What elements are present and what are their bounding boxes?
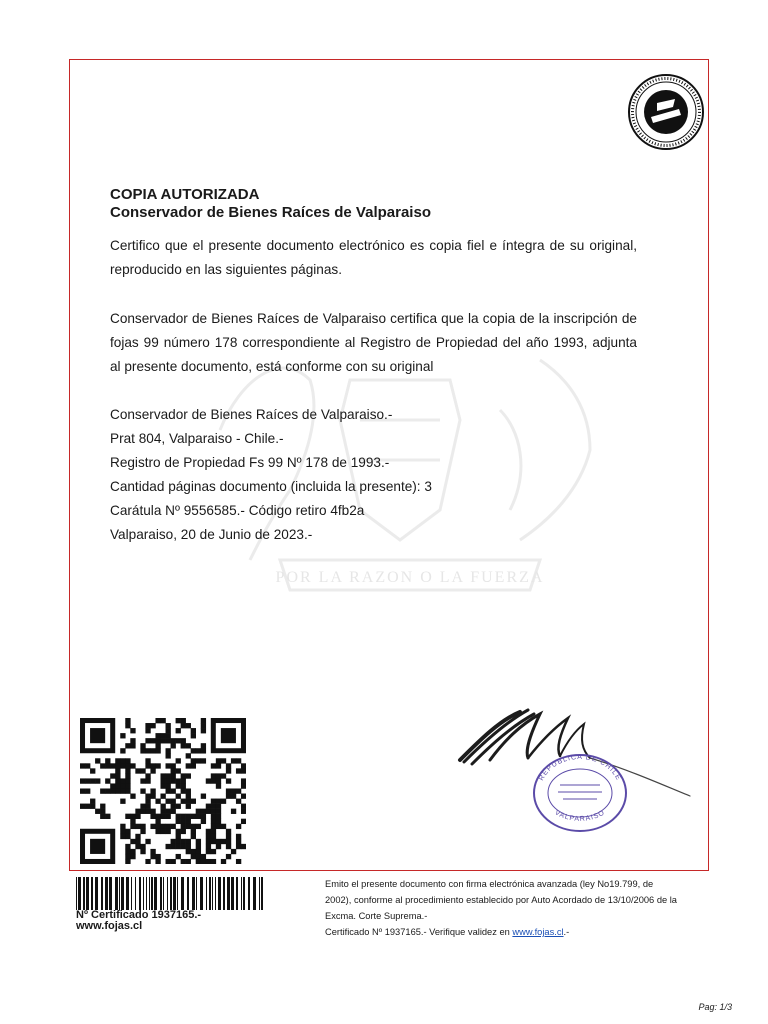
document-details	[110, 403, 630, 547]
detail-caratula: Carátula Nº 9556585.- Código retiro 4fb2a	[110, 503, 365, 518]
legal-line-3: Excma. Corte Suprema.-	[325, 911, 428, 921]
heading-subtitle: Conservador de Bienes Raíces de Valparaiso	[110, 204, 431, 221]
certificate-info	[76, 910, 201, 932]
republica-de-chile-stamp	[525, 745, 635, 835]
detail-registry: Registro de Propiedad Fs 99 Nº 178 de 1993.-	[110, 455, 390, 470]
certification-paragraph: Certifico que el presente documento electrónico es copia fiel e íntegra de su original, reproducido en las siguientes páginas.	[110, 238, 637, 277]
detail-address: Prat 804, Valparaiso - Chile.-	[110, 431, 284, 446]
legal-line-4-suffix: .-	[563, 927, 570, 937]
fojas-link[interactable]: www.fojas.cl	[512, 927, 564, 937]
stamp-top-text: REPUBLICA DE CHILE	[538, 753, 622, 782]
legal-line-4-prefix: Certificado Nº 1937165.- Verifique validez en	[325, 927, 513, 937]
certificate-number: Nº Certificado 1937165.-	[76, 909, 202, 921]
detail-date: Valparaiso, 20 de Junio de 2023.-	[110, 527, 313, 542]
conservador-seal-logo	[627, 73, 705, 151]
watermark-motto: POR LA RAZON O LA FUERZA	[275, 569, 545, 586]
certificate-website: www.fojas.cl	[76, 920, 143, 932]
detail-page-count: Cantidad páginas documento (incluida la presente): 3	[110, 479, 432, 494]
inscription-paragraph: Conservador de Bienes Raíces de Valparaiso certifica que la copia de la inscripción de fojas 99 número 178 correspondiente al Registro de Propiedad del año 1993, adjunta al presente documento, está conforme con su original	[110, 311, 637, 374]
svg-text:VALPARAISO	[554, 809, 607, 823]
heading-title: COPIA AUTORIZADA	[110, 186, 260, 203]
detail-office: Conservador de Bienes Raíces de Valparaiso.-	[110, 407, 393, 422]
page-number: Pag: 1/3	[698, 1002, 732, 1012]
stamp-bottom-text: VALPARAISO	[553, 809, 607, 823]
legal-line-2: 2002), conforme al procedimiento establecido por Auto Acordado de 13/10/2006 de la	[325, 895, 677, 905]
svg-text:REPUBLICA DE CHILE	[538, 754, 622, 782]
legal-notice	[325, 876, 710, 940]
qr-code	[80, 718, 246, 864]
document-heading	[110, 186, 640, 222]
legal-line-4	[325, 924, 710, 940]
legal-line-1: Emito el presente documento con firma electrónica avanzada (ley No19.799, de	[325, 879, 654, 889]
barcode	[76, 877, 266, 910]
